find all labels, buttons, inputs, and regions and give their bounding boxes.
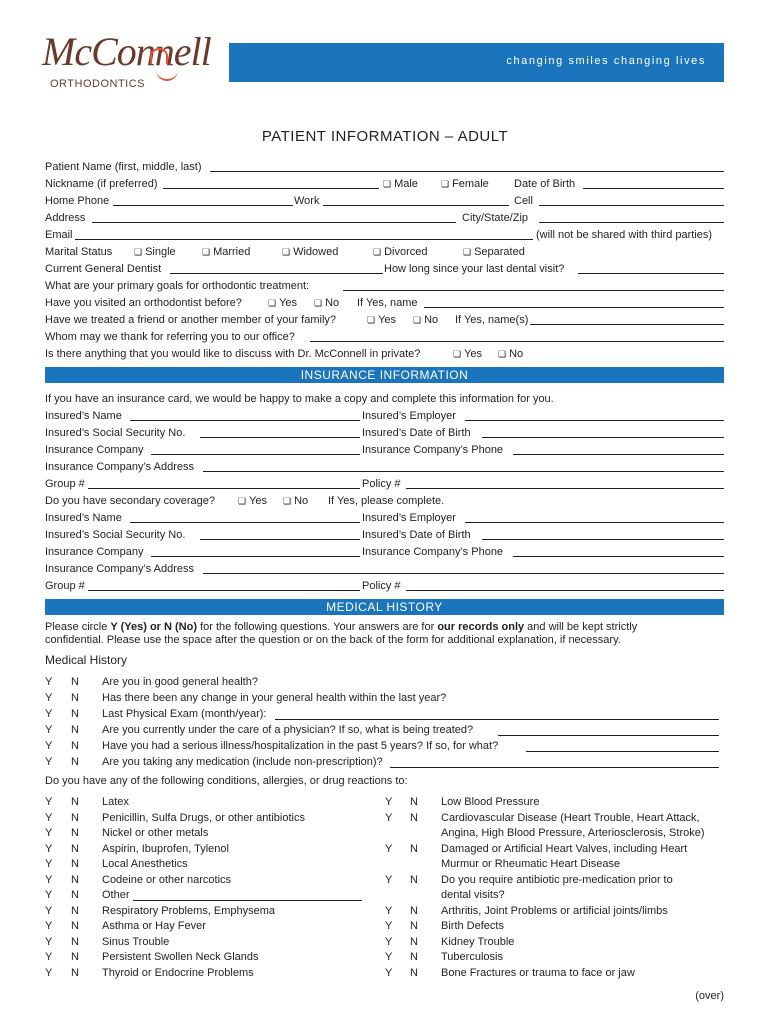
phone-row: [45, 193, 724, 209]
answer-field[interactable]: [498, 735, 719, 736]
yes-option[interactable]: Y: [45, 966, 53, 979]
label: Is there anything that you would like to discuss with Dr. McConnell in private?: [45, 348, 421, 360]
insurance-company-row-2: [45, 544, 724, 560]
no-option[interactable]: N: [410, 920, 418, 932]
no-option[interactable]: N: [71, 889, 79, 901]
label: Insured’s Employer: [362, 512, 456, 524]
answer-field[interactable]: [526, 751, 719, 752]
group-policy-row: [45, 476, 724, 492]
label: What are your primary goals for orthodontic treatment:: [45, 280, 310, 292]
checkbox-icon: ❏: [498, 349, 507, 359]
label: Insurance Company’s Phone: [362, 444, 504, 456]
question-text: Are you in good general health?: [102, 676, 258, 688]
logo-name: McConnell: [42, 29, 211, 74]
discuss-row: [45, 346, 724, 362]
female-label: Female: [452, 178, 489, 190]
yes-option[interactable]: Y: [45, 708, 53, 720]
discuss-yes-checkbox[interactable]: [453, 346, 482, 362]
page-title: PATIENT INFORMATION – ADULT: [261, 128, 509, 145]
checkbox-icon: ❏: [367, 315, 376, 325]
insurance-address-row-2: [45, 561, 724, 577]
yes-option[interactable]: Y: [385, 904, 393, 917]
conditions-intro: Do you have any of the following conditions, allergies, or drug reactions to:: [45, 775, 408, 787]
yes-option[interactable]: Y: [45, 951, 53, 963]
email-field[interactable]: [75, 239, 533, 240]
logo-subtitle: ORTHODONTICS: [50, 78, 146, 90]
separated-checkbox[interactable]: [463, 244, 525, 260]
condition-label: Other: [102, 889, 130, 901]
dob-field[interactable]: [583, 188, 724, 189]
insured-dob-field-2[interactable]: [482, 539, 724, 540]
no-option[interactable]: N: [71, 951, 79, 963]
insured-name-field[interactable]: [130, 420, 360, 421]
intro-text: Please circle: [45, 621, 111, 633]
condition-label: Bone Fractures or trauma to face or jaw: [441, 966, 635, 979]
no-option[interactable]: N: [410, 811, 418, 824]
treated-no-checkbox[interactable]: [413, 312, 438, 328]
no-option[interactable]: N: [71, 858, 79, 870]
logo-smile-icon: [150, 48, 168, 64]
checkbox-icon: ❏: [453, 349, 462, 359]
separated-label: Separated: [474, 246, 525, 258]
nickname-field[interactable]: [163, 188, 379, 189]
yes-option[interactable]: Y: [385, 796, 393, 808]
yes-option[interactable]: Y: [385, 966, 393, 979]
condition-label: Tuberculosis: [441, 951, 503, 963]
label: Insured’s Date of Birth: [362, 529, 471, 541]
goals-row: [45, 278, 724, 294]
no-option[interactable]: N: [410, 842, 418, 855]
label: Insured’s Date of Birth: [362, 427, 471, 439]
married-checkbox[interactable]: [202, 244, 250, 260]
treated-row: [45, 312, 724, 328]
last-visit-field[interactable]: [578, 273, 724, 274]
insured-ssn-field-2[interactable]: [200, 539, 360, 540]
insured-employer-field-2[interactable]: [465, 522, 724, 523]
label: Whom may we thank for referring you to our office?: [45, 331, 295, 343]
checkbox-icon: ❏: [441, 179, 450, 189]
condition-label: Asthma or Hay Fever: [102, 920, 206, 932]
medical-section-header: MEDICAL HISTORY: [45, 599, 724, 615]
widowed-checkbox[interactable]: [282, 244, 338, 260]
condition-label: dental visits?: [441, 889, 505, 901]
intro-text: for the following questions. Your answers are for: [197, 621, 438, 633]
label: Have we treated a friend or another member of your family?: [45, 314, 337, 326]
insured-dob-field[interactable]: [482, 437, 724, 438]
dentist-field[interactable]: [170, 273, 383, 274]
label: Insurance Company: [45, 444, 144, 456]
label: Nickname (if preferred): [45, 178, 158, 190]
checkbox-icon: ❏: [238, 496, 247, 506]
question-text: Have you had a serious illness/hospitalization in the past 5 years? If so, for what?: [102, 740, 499, 752]
no-option[interactable]: N: [410, 966, 418, 979]
treated-yes-checkbox[interactable]: [367, 312, 396, 328]
other-field[interactable]: [133, 900, 362, 901]
label: Current General Dentist: [45, 263, 162, 275]
insured-name-row: [45, 408, 724, 424]
policy-field-2[interactable]: [406, 590, 724, 591]
label: Insured’s Social Security No.: [45, 427, 186, 439]
widowed-label: Widowed: [293, 246, 339, 258]
no-option[interactable]: N: [71, 811, 79, 824]
no-option[interactable]: N: [71, 796, 79, 808]
label: Insured’s Name: [45, 410, 122, 422]
condition-label: Respiratory Problems, Emphysema: [102, 904, 276, 917]
group-field-2[interactable]: [88, 590, 360, 591]
address-row: [45, 210, 724, 226]
mcconnell-logo: [42, 28, 217, 98]
cell-phone-field[interactable]: [539, 205, 724, 206]
insured-ssn-field[interactable]: [200, 437, 360, 438]
medical-intro: [45, 621, 725, 647]
yes-option[interactable]: Y: [45, 889, 53, 901]
question-text: Are you currently under the care of a physician? If so, what is being treated?: [102, 724, 474, 736]
label: Patient Name (first, middle, last): [45, 161, 202, 173]
insurance-phone-field-2[interactable]: [513, 556, 724, 557]
yes-option[interactable]: Y: [385, 842, 393, 855]
label: Insurance Company’s Address: [45, 563, 194, 575]
label: Home Phone: [45, 195, 110, 207]
condition-label: Codeine or other narcotics: [102, 873, 232, 886]
no-option[interactable]: N: [71, 966, 79, 979]
no-label: No: [294, 495, 309, 507]
orthodontist-name-field[interactable]: [424, 307, 724, 308]
condition-label: Nickel or other metals: [102, 827, 209, 839]
yes-option[interactable]: Y: [45, 811, 53, 824]
condition-label: Damaged or Artificial Heart Valves, including Heart: [441, 842, 688, 855]
checkbox-icon: ❏: [413, 315, 422, 325]
checkbox-icon: ❏: [283, 496, 292, 506]
group-policy-row-2: [45, 578, 724, 594]
label: Have you visited an orthodontist before?: [45, 297, 242, 309]
marital-row: [45, 244, 724, 260]
insurance-section-header: INSURANCE INFORMATION: [45, 367, 724, 383]
patient-name-row: [45, 159, 724, 175]
insured-name-field-2[interactable]: [130, 522, 360, 523]
condition-label: Angina, High Blood Pressure, Arteriosclerosis, Stroke): [441, 827, 705, 839]
married-label: Married: [213, 246, 251, 258]
yes-option[interactable]: Y: [45, 920, 53, 932]
yes-option[interactable]: Y: [45, 740, 53, 752]
yes-option[interactable]: Y: [45, 676, 53, 688]
insurance-intro: If you have an insurance card, we would be happy to make a copy and complete this information for you.: [45, 393, 554, 405]
no-option[interactable]: N: [410, 796, 418, 808]
city-field[interactable]: [539, 222, 724, 223]
insurance-company-field[interactable]: [151, 454, 360, 455]
label: Marital Status: [45, 246, 113, 258]
yes-option[interactable]: Y: [385, 920, 393, 932]
insurance-phone-field[interactable]: [513, 454, 724, 455]
no-option[interactable]: N: [71, 692, 79, 704]
secondary-note: If Yes, please complete.: [328, 495, 445, 507]
no-option[interactable]: N: [71, 904, 79, 917]
group-field[interactable]: [88, 488, 360, 489]
secondary-no-checkbox[interactable]: [283, 493, 308, 509]
yes-option[interactable]: Y: [45, 796, 53, 808]
logo-smile-mouth: [156, 67, 178, 81]
yes-option[interactable]: Y: [45, 827, 53, 839]
home-phone-field[interactable]: [113, 205, 293, 206]
yes-option[interactable]: Y: [385, 935, 393, 948]
label: Policy #: [362, 478, 401, 490]
visited-row: [45, 295, 724, 311]
answer-field[interactable]: [390, 767, 719, 768]
checkbox-icon: ❏: [134, 247, 143, 257]
checkbox-icon: ❏: [282, 247, 291, 257]
no-option[interactable]: N: [71, 724, 79, 736]
yes-label: Yes: [378, 314, 397, 326]
question-text: Last Physical Exam (month/year):: [102, 708, 267, 720]
no-option[interactable]: N: [71, 740, 79, 752]
no-option[interactable]: N: [71, 842, 79, 855]
no-label: No: [325, 297, 340, 309]
divorced-label: Divorced: [384, 246, 428, 258]
label: Work: [294, 195, 320, 207]
no-option[interactable]: N: [410, 873, 418, 886]
referral-field[interactable]: [310, 341, 724, 342]
yes-label: Yes: [464, 348, 483, 360]
label: Group #: [45, 580, 85, 592]
condition-label: Sinus Trouble: [102, 935, 170, 948]
header-bar: [229, 43, 724, 82]
tagline: changing smiles changing lives: [506, 55, 706, 67]
insured-ssn-row: [45, 425, 724, 441]
label: If Yes, name(s): [455, 314, 529, 326]
question-text: Are you taking any medication (include non-prescription)?: [102, 756, 383, 768]
condition-label: Latex: [102, 796, 129, 808]
label: Insured’s Employer: [362, 410, 456, 422]
no-option[interactable]: N: [410, 951, 418, 963]
insurance-address-field-2[interactable]: [203, 573, 724, 574]
no-option[interactable]: N: [71, 756, 79, 768]
yes-label: Yes: [279, 297, 298, 309]
policy-field[interactable]: [406, 488, 724, 489]
condition-label: Arthritis, Joint Problems or artificial joints/limbs: [441, 904, 668, 917]
condition-label: Murmur or Rheumatic Heart Disease: [441, 858, 621, 870]
no-option[interactable]: N: [71, 676, 79, 688]
medical-history-subhead: Medical History: [45, 653, 128, 667]
checkbox-icon: ❏: [463, 247, 472, 257]
label: Insurance Company’s Address: [45, 461, 194, 473]
secondary-row: [45, 493, 724, 509]
label: Do you have secondary coverage?: [45, 495, 215, 507]
label: How long since your last dental visit?: [384, 263, 565, 275]
insurance-address-field[interactable]: [203, 471, 724, 472]
insured-employer-field[interactable]: [465, 420, 724, 421]
secondary-yes-checkbox[interactable]: [238, 493, 267, 509]
intro-text-2: confidential. Please use the space after the question or on the back of the form for additional explanation, if necessary.: [45, 634, 621, 646]
label: Insurance Company: [45, 546, 144, 558]
yes-option[interactable]: Y: [45, 842, 53, 855]
goals-field[interactable]: [343, 290, 724, 291]
condition-label: Low Blood Pressure: [441, 796, 540, 808]
referral-row: [45, 329, 724, 345]
condition-label: Penicillin, Sulfa Drugs, or other antibiotics: [102, 811, 305, 824]
no-label: No: [424, 314, 439, 326]
label: Group #: [45, 478, 85, 490]
question-text: Has there been any change in your general health within the last year?: [102, 692, 447, 704]
label: Cell: [514, 195, 533, 207]
yes-option[interactable]: Y: [45, 904, 53, 917]
insurance-company-field-2[interactable]: [151, 556, 360, 557]
over-note: (over): [695, 990, 724, 1002]
condition-label: Kidney Trouble: [441, 935, 515, 948]
intro-text: and will be kept strictly: [524, 621, 638, 633]
visited-no-checkbox[interactable]: [314, 295, 339, 311]
insurance-company-row: [45, 442, 724, 458]
no-option[interactable]: N: [410, 904, 418, 917]
label: Address: [45, 212, 86, 224]
yes-option[interactable]: Y: [45, 756, 53, 768]
label: Insured’s Social Security No.: [45, 529, 186, 541]
label: Date of Birth: [514, 178, 576, 190]
divorced-checkbox[interactable]: [373, 244, 427, 260]
male-label: Male: [394, 178, 418, 190]
intro-bold-records: our records only: [437, 621, 525, 633]
single-checkbox[interactable]: [134, 244, 176, 260]
yes-option[interactable]: Y: [45, 873, 53, 886]
yes-option[interactable]: Y: [385, 873, 393, 886]
no-label: No: [509, 348, 524, 360]
condition-label: Aspirin, Ibuprofen, Tylenol: [102, 842, 229, 855]
yes-label: Yes: [249, 495, 268, 507]
condition-label: Local Anesthetics: [102, 858, 188, 870]
yes-option[interactable]: Y: [45, 858, 53, 870]
yes-option[interactable]: Y: [385, 951, 393, 963]
checkbox-icon: ❏: [373, 247, 382, 257]
checkbox-icon: ❏: [314, 298, 323, 308]
dentist-row: [45, 261, 724, 277]
no-option[interactable]: N: [71, 873, 79, 886]
condition-label: Cardiovascular Disease (Heart Trouble, Heart Attack,: [441, 811, 700, 824]
answer-field[interactable]: [275, 719, 719, 720]
no-option[interactable]: N: [410, 935, 418, 948]
condition-label: Birth Defects: [441, 920, 504, 932]
patient-name-field[interactable]: [210, 171, 724, 172]
label: City/State/Zip: [462, 212, 529, 224]
no-option[interactable]: N: [71, 827, 79, 839]
email-row: [45, 227, 724, 243]
intro-bold-yn: Y (Yes) or N (No): [110, 621, 198, 633]
nickname-row: [45, 176, 724, 192]
label: Insured’s Name: [45, 512, 122, 524]
checkbox-icon: ❏: [202, 247, 211, 257]
label: Email: [45, 229, 73, 241]
yes-option[interactable]: Y: [45, 724, 53, 736]
condition-label: Thyroid or Endocrine Problems: [102, 966, 254, 979]
checkbox-icon: ❏: [268, 298, 277, 308]
checkbox-icon: ❏: [383, 179, 392, 189]
male-checkbox[interactable]: [383, 176, 418, 192]
address-field[interactable]: [92, 222, 456, 223]
label: If Yes, name: [357, 297, 418, 309]
yes-option[interactable]: Y: [45, 935, 53, 948]
no-option[interactable]: N: [71, 708, 79, 720]
yes-option[interactable]: Y: [385, 811, 393, 824]
insurance-address-row: [45, 459, 724, 475]
no-option[interactable]: N: [71, 920, 79, 932]
work-phone-field[interactable]: [323, 205, 509, 206]
condition-label: Do you require antibiotic pre-medication prior to: [441, 873, 673, 886]
family-names-field[interactable]: [530, 324, 724, 325]
condition-label: Persistent Swollen Neck Glands: [102, 951, 259, 963]
insured-name-row-2: [45, 510, 724, 526]
no-option[interactable]: N: [71, 935, 79, 948]
label: Insurance Company’s Phone: [362, 546, 504, 558]
email-note: (will not be shared with third parties): [536, 229, 713, 241]
visited-yes-checkbox[interactable]: [268, 295, 297, 311]
discuss-no-checkbox[interactable]: [498, 346, 523, 362]
single-label: Single: [145, 246, 176, 258]
female-checkbox[interactable]: [441, 176, 489, 192]
yes-option[interactable]: Y: [45, 692, 53, 704]
insured-ssn-row-2: [45, 527, 724, 543]
label: Policy #: [362, 580, 401, 592]
